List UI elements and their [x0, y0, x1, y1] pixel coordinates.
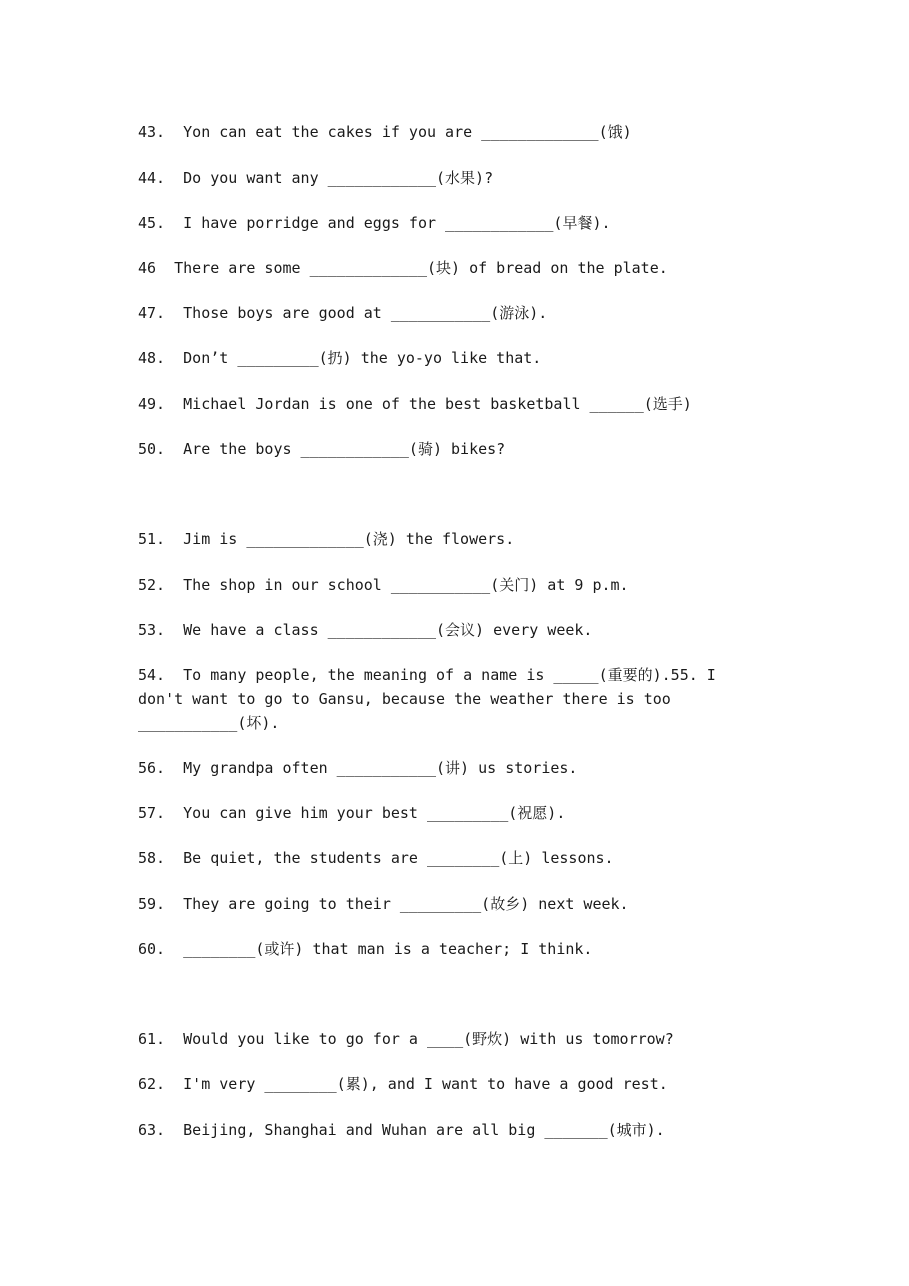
- question-47: 47. Those boys are good at ___________(游泳).: [138, 304, 548, 322]
- question-61: 61. Would you like to go for a ____(野炊) with us tomorrow?: [138, 1030, 674, 1048]
- question-44: 44. Do you want any ____________(水果)?: [138, 169, 494, 187]
- question-58: 58. Be quiet, the students are ________(上) lessons.: [138, 849, 614, 867]
- question-62: 62. I'm very ________(累), and I want to have a good rest.: [138, 1075, 668, 1093]
- question-63: 63. Beijing, Shanghai and Wuhan are all big _______(城市).: [138, 1121, 665, 1139]
- question-49: 49. Michael Jordan is one of the best basketball ______(选手): [138, 395, 692, 413]
- question-51: 51. Jim is _____________(浇) the flowers.: [138, 530, 515, 548]
- question-60: 60. ________(或许) that man is a teacher; I think.: [138, 940, 593, 958]
- question-53: 53. We have a class ____________(会议) every week.: [138, 621, 593, 639]
- question-52: 52. The shop in our school ___________(关门) at 9 p.m.: [138, 576, 629, 594]
- question-54-55: 54. To many people, the meaning of a name is _____(重要的).55. I don't want to go to Gansu, because the weather there is too ___________(坏).: [138, 666, 725, 732]
- question-57: 57. You can give him your best _________(祝愿).: [138, 804, 566, 822]
- question-43: 43. Yon can eat the cakes if you are _____________(饿): [138, 123, 632, 141]
- question-45: 45. I have porridge and eggs for ____________(早餐).: [138, 214, 611, 232]
- question-46: 46 There are some _____________(块) of bread on the plate.: [138, 259, 668, 277]
- question-59: 59. They are going to their _________(故乡) next week.: [138, 895, 629, 913]
- question-56: 56. My grandpa often ___________(讲) us stories.: [138, 759, 578, 777]
- question-50: 50. Are the boys ____________(骑) bikes?: [138, 440, 506, 458]
- question-48: 48. Don’t _________(扔) the yo-yo like that.: [138, 349, 542, 367]
